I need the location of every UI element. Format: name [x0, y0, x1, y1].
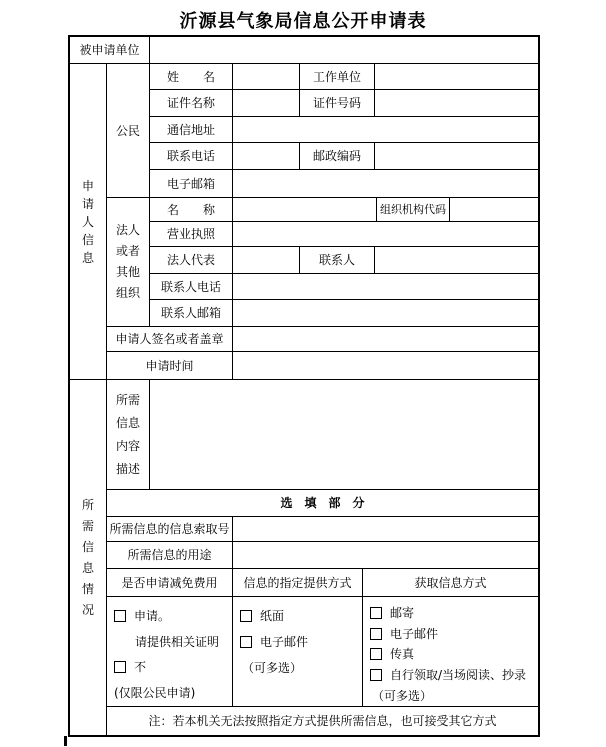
obtain-email-checkbox[interactable] — [370, 628, 382, 640]
fee-no-checkbox[interactable] — [114, 661, 126, 673]
postcode-label: 邮政编码 — [300, 143, 375, 170]
name-value[interactable] — [233, 64, 300, 90]
citizen-group-label: 公民 — [107, 64, 150, 198]
postcode-value[interactable] — [375, 143, 538, 170]
description-label: 所需信息内容描述 — [107, 380, 150, 490]
fee-option-proof-note: 请提供相关证明 — [135, 634, 220, 649]
org-name-label: 名 称 — [150, 198, 233, 222]
fee-options-cell — [107, 597, 233, 707]
fee-option-apply: 申请。 — [114, 603, 170, 629]
name-label: 姓 名 — [150, 64, 233, 90]
cert-name-label: 证件名称 — [150, 90, 233, 117]
work-unit-value[interactable] — [375, 64, 538, 90]
legal-rep-value[interactable] — [233, 247, 300, 274]
description-value[interactable] — [150, 380, 538, 490]
purpose-value[interactable] — [233, 542, 538, 569]
contact-email-value[interactable] — [233, 300, 538, 327]
format-column-header: 信息的指定提供方式 — [233, 569, 363, 597]
obtain-option-mail: 邮寄 — [370, 603, 414, 624]
fee-option-citizen-only-note: (仅限公民申请) — [114, 686, 196, 701]
application-form-table — [68, 35, 540, 737]
license-label: 营业执照 — [150, 222, 233, 247]
org-code-label: 组织机构代码 — [377, 198, 450, 222]
format-multi-select-note: （可多选） — [242, 661, 303, 675]
email-label: 电子邮箱 — [150, 170, 233, 198]
obtain-multi-select-note: （可多选） — [372, 688, 433, 703]
signature-value[interactable] — [233, 327, 538, 352]
index-no-value[interactable] — [233, 517, 538, 542]
obtain-option-fax: 传真 — [370, 644, 414, 665]
org-group-label: 法人或者其他组织 — [107, 198, 150, 327]
org-code-value[interactable] — [450, 198, 538, 222]
format-paper-checkbox[interactable] — [240, 610, 252, 622]
phone-label: 联系电话 — [150, 143, 233, 170]
cert-no-value[interactable] — [375, 90, 538, 117]
page-title: 沂源县气象局信息公开申请表 — [179, 11, 427, 32]
format-option-email: 电子邮件 — [240, 629, 308, 655]
legal-rep-label: 法人代表 — [150, 247, 233, 274]
format-options-cell — [233, 597, 363, 707]
contact-phone-label: 联系人电话 — [150, 274, 233, 300]
signature-label: 申请人签名或者盖章 — [107, 327, 233, 352]
fee-apply-checkbox[interactable] — [114, 610, 126, 622]
fee-option-no: 不 — [114, 655, 146, 681]
cert-name-value[interactable] — [233, 90, 300, 117]
text-cursor-mark — [64, 736, 67, 746]
format-email-checkbox[interactable] — [240, 636, 252, 648]
obtain-mail-checkbox[interactable] — [370, 607, 382, 619]
footer-note: 注：若本机关无法按照指定方式提供所需信息，也可接受其它方式 — [148, 714, 497, 728]
cert-no-label: 证件号码 — [300, 90, 375, 117]
obtain-pickup-checkbox[interactable] — [370, 669, 382, 681]
license-value[interactable] — [233, 222, 538, 247]
fee-column-header: 是否申请减免费用 — [107, 569, 233, 597]
index-no-label: 所需信息的信息索取号 — [107, 517, 233, 542]
work-unit-label: 工作单位 — [300, 64, 375, 90]
obtain-option-pickup: 自行领取/当场阅读、抄录 — [370, 665, 526, 686]
applicant-info-group-label: 申请人信息 — [70, 64, 107, 380]
org-name-value[interactable] — [233, 198, 377, 222]
applied-unit-label: 被申请单位 — [70, 37, 150, 64]
applied-unit-value[interactable] — [150, 37, 538, 64]
email-value[interactable] — [233, 170, 538, 198]
format-option-paper: 纸面 — [240, 603, 284, 629]
required-info-group-label: 所需信息情况 — [70, 380, 107, 735]
obtain-column-header: 获取信息方式 — [363, 569, 538, 597]
obtain-option-email: 电子邮件 — [370, 624, 438, 645]
contact-email-label: 联系人邮箱 — [150, 300, 233, 327]
purpose-label: 所需信息的用途 — [107, 542, 233, 569]
apply-date-label: 申请时间 — [107, 352, 233, 380]
contact-phone-value[interactable] — [233, 274, 538, 300]
address-value[interactable] — [233, 117, 538, 143]
obtain-options-cell — [363, 597, 538, 707]
apply-date-value[interactable] — [233, 352, 538, 380]
optional-section-header: 选 填 部 分 — [107, 490, 538, 517]
obtain-fax-checkbox[interactable] — [370, 648, 382, 660]
address-label: 通信地址 — [150, 117, 233, 143]
contact-value[interactable] — [375, 247, 538, 274]
phone-value[interactable] — [233, 143, 300, 170]
contact-label: 联系人 — [300, 247, 375, 274]
